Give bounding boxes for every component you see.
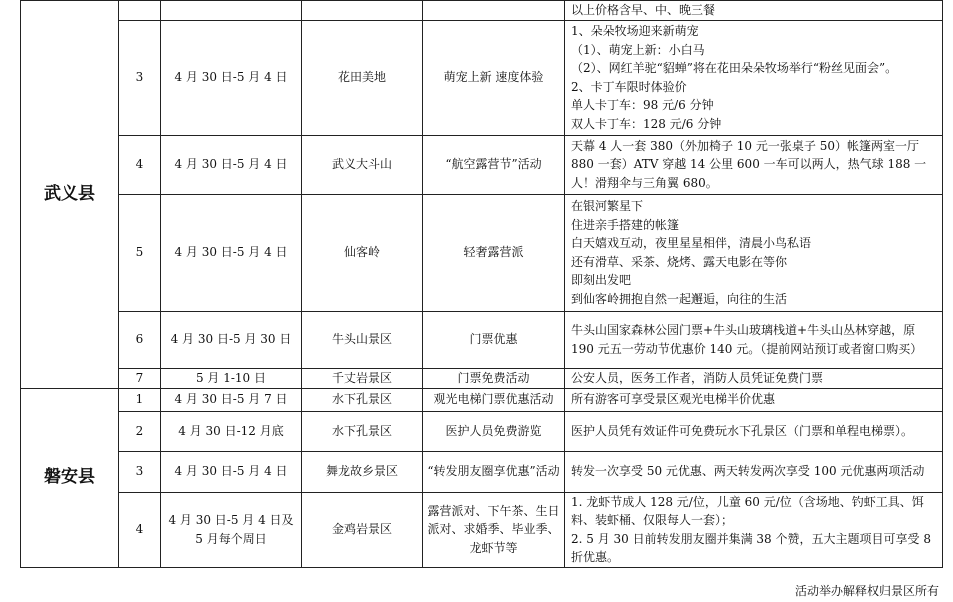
desc-cell — [565, 311, 943, 368]
row-number: 4 — [119, 492, 161, 567]
table-row — [21, 194, 943, 311]
activity-table — [20, 0, 943, 568]
desc-line: 到仙客岭拥抱自然一起邂逅，向往的生活 — [571, 291, 788, 306]
county-label: 武义县 — [44, 184, 95, 204]
table-row — [21, 135, 943, 194]
desc-line: 1. 龙虾节成人 128 元/位，儿童 60 元/位（含场地、钓虾工具、饵料、装虾桶、仅限每人一套）； — [571, 494, 924, 527]
desc-line: （1）、萌宠上新：小白马 — [571, 42, 705, 57]
desc-line: （2）、网红羊驼“貂蝉”将在花田朵朵牧场举行“粉丝见面会”。 — [571, 61, 898, 75]
desc-line: 白天嬉戏互动，夜里星星相伴，清晨小鸟私语 — [571, 236, 812, 250]
date-cell: 4 月 30 日-5 月 4 日 — [161, 194, 302, 311]
venue-cell: 武义大斗山 — [302, 135, 423, 194]
table-row — [21, 388, 943, 411]
venue-cell: 水下孔景区 — [302, 411, 423, 451]
activity-text: “转发朋友圈享优惠”活动 — [427, 464, 560, 479]
venue-cell: 金鸡岩景区 — [302, 492, 423, 567]
desc-cell: 公安人员，医务工作者，消防人员凭证免费门票 — [565, 368, 943, 388]
row-number: 1 — [119, 388, 161, 411]
desc-text: 转发一次享受 50 元优惠、两天转发两次享受 100 元优惠两项活动 — [571, 464, 925, 479]
date-text: 4 月 30 日-5 月 4 日及 5 月每个周日 — [168, 513, 294, 546]
activity-cell: 观光电梯门票优惠活动 — [423, 388, 565, 411]
desc-text: 医护人员凭有效证件可免费玩水下孔景区（门票和单程电梯票）。 — [571, 423, 914, 438]
county-cell-panan — [21, 388, 119, 567]
desc-line: 住进亲手搭建的帐篷 — [571, 217, 680, 232]
desc-text: 天幕 4 人一套 380（外加椅子 10 元一张桌子 50）帐篷两室一厅 880 一套）ATV 穿越 14 公里 600 一车可以两人，热气球 188 一人！滑翔伞与三角翼 680。 — [571, 138, 927, 190]
row-number: 6 — [119, 311, 161, 368]
activity-cell: 门票免费活动 — [423, 368, 565, 388]
desc-line: 2、卡丁车限时体验价 — [571, 79, 687, 94]
empty-cell — [423, 1, 565, 21]
table-row — [21, 368, 943, 388]
activity-cell — [423, 492, 565, 567]
activity-cell: 门票优惠 — [423, 311, 565, 368]
row-number: 4 — [119, 135, 161, 194]
date-cell: 4 月 30 日-12 月底 — [161, 411, 302, 451]
desc-cell — [565, 492, 943, 567]
table-row — [21, 1, 943, 21]
venue-cell: 仙客岭 — [302, 194, 423, 311]
venue-cell: 千丈岩景区 — [302, 368, 423, 388]
empty-cell — [161, 1, 302, 21]
desc-line: 双人卡丁车：128 元/6 分钟 — [571, 116, 722, 131]
table-row — [21, 311, 943, 368]
date-cell: 4 月 30 日-5 月 4 日 — [161, 451, 302, 492]
venue-cell: 水下孔景区 — [302, 388, 423, 411]
table-row — [21, 20, 943, 135]
activity-cell: 萌宠上新 速度体验 — [423, 20, 565, 135]
row-number: 3 — [119, 451, 161, 492]
date-cell: 4 月 30 日-5 月 4 日 — [161, 135, 302, 194]
date-cell: 4 月 30 日-5 月 4 日 — [161, 20, 302, 135]
desc-line: 在银河繁星下 — [571, 199, 644, 213]
desc-line: 2. 5 月 30 日前转发朋友圈并集满 38 个赞，五大主题项目可享受 8 折优惠。 — [571, 531, 931, 564]
desc-cell — [565, 20, 943, 135]
activity-cell — [423, 451, 565, 492]
date-cell: 5 月 1-10 日 — [161, 368, 302, 388]
desc-cell — [565, 194, 943, 311]
table-row — [21, 411, 943, 451]
date-cell: 4 月 30 日-5 月 30 日 — [161, 311, 302, 368]
activity-cell: 医护人员免费游览 — [423, 411, 565, 451]
footer-note: 活动举办解释权归景区所有 — [794, 584, 939, 598]
venue-cell: 花田美地 — [302, 20, 423, 135]
desc-cell — [565, 411, 943, 451]
row-number: 3 — [119, 20, 161, 135]
county-cell-wuyi — [21, 1, 119, 389]
table-row — [21, 492, 943, 567]
activity-cell: 轻奢露营派 — [423, 194, 565, 311]
row-number: 5 — [119, 194, 161, 311]
desc-cell: 所有游客可享受景区观光电梯半价优惠 — [565, 388, 943, 411]
desc-cell — [565, 135, 943, 194]
desc-line: 即刻出发吧 — [571, 273, 632, 287]
date-cell: 4 月 30 日-5 月 7 日 — [161, 388, 302, 411]
empty-cell — [119, 1, 161, 21]
desc-line: 还有滑草、采茶、烧烤、露天电影在等你 — [571, 254, 788, 269]
desc-line: 1、朵朵牧场迎来新萌宠 — [571, 24, 699, 38]
county-label: 磐安县 — [44, 467, 95, 488]
venue-cell: 牛头山景区 — [302, 311, 423, 368]
desc-cell — [565, 451, 943, 492]
empty-cell — [302, 1, 423, 21]
row-number: 2 — [119, 411, 161, 451]
desc-cell: 以上价格含早、中、晚三餐 — [565, 1, 943, 21]
table-row — [21, 451, 943, 492]
venue-cell: 舞龙故乡景区 — [302, 451, 423, 492]
desc-text: 牛头山国家森林公园门票+牛头山玻璃栈道+牛头山丛林穿越，原 190 元五一劳动节优惠价 140 元。（提前网站预订或者窗口购买） — [571, 323, 923, 356]
row-number: 7 — [119, 368, 161, 388]
desc-line: 单人卡丁车：98 元/6 分钟 — [571, 98, 714, 112]
activity-text: 露营派对、下午茶、生日派对、求婚季、毕业季、龙虾节等 — [427, 503, 560, 555]
date-cell — [161, 492, 302, 567]
activity-cell: “航空露营节”活动 — [423, 135, 565, 194]
